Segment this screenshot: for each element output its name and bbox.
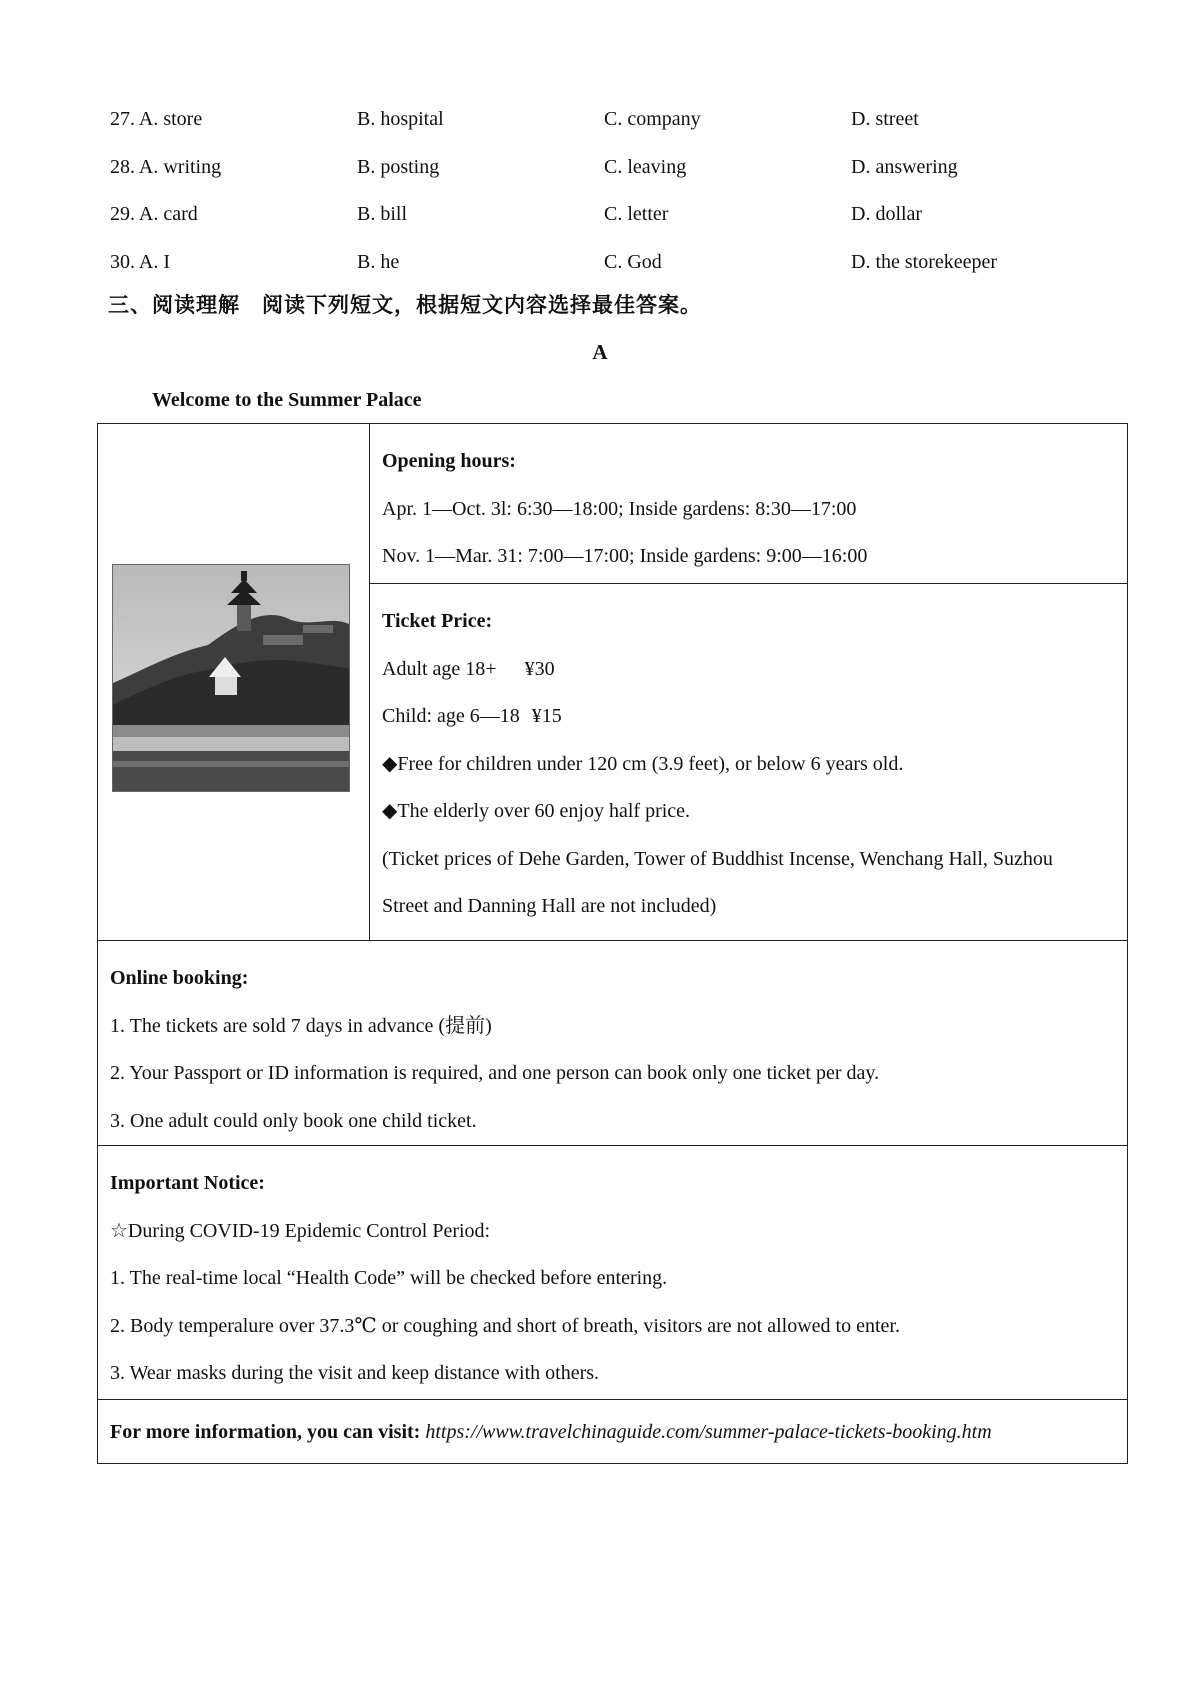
adult-price: ¥30 [524, 657, 555, 680]
option-b: B. bill [357, 203, 408, 226]
exclusion-note: (Ticket prices of Dehe Garden, Tower of Buddhist Incense, Wenchang Hall, Suzhou [382, 847, 1053, 870]
summer-palace-photo [112, 564, 350, 792]
option-row-30 [110, 239, 1110, 287]
exclusion-note-continued: Street and Danning Hall are not included) [382, 895, 717, 917]
option-d: D. street [851, 108, 919, 131]
section-heading: 三、阅读理解 阅读下列短文，根据短文内容选择最佳答案。 [108, 293, 702, 317]
opening-hours-cell [370, 424, 1127, 584]
option-row-29 [110, 191, 1110, 239]
option-c: C. God [604, 250, 662, 273]
more-info-cell [98, 1400, 1127, 1463]
booking-rule: 1. The tickets are sold 7 days in advance (提前) [110, 1014, 492, 1037]
option-c: C. leaving [604, 155, 687, 178]
option-a: 28. A. writing [110, 155, 222, 178]
adult-price-line [382, 646, 1117, 694]
option-row-27 [110, 96, 1110, 144]
photo-cell [98, 424, 370, 940]
more-info-label: For more information, you can visit: [110, 1421, 421, 1443]
free-note: ◆Free for children under 120 cm (3.9 feet), or below 6 years old. [382, 752, 904, 775]
elderly-note: ◆The elderly over 60 enjoy half price. [382, 800, 691, 822]
answer-options [110, 96, 1110, 286]
notice-item: 3. Wear masks during the visit and keep distance with others. [110, 1362, 600, 1384]
more-info-url: https://www.travelchinaguide.com/summer-palace-tickets-booking.htm [425, 1421, 992, 1443]
opening-hours-line: Nov. 1—Mar. 31: 7:00—17:00; Inside gardens: 9:00—16:00 [382, 545, 868, 567]
notice-item: 2. Body temperalure over 37.3℃ or coughing and short of breath, visitors are not allowed to enter. [110, 1314, 900, 1337]
option-a: 29. A. card [110, 203, 198, 226]
option-b: B. posting [357, 155, 440, 178]
passage-letter: A [592, 340, 608, 364]
option-a: 30. A. I [110, 250, 170, 273]
option-b: B. hospital [357, 108, 444, 131]
info-table [97, 423, 1128, 1464]
option-c: C. letter [604, 203, 669, 226]
online-booking-heading: Online booking: [110, 967, 249, 989]
ticket-price-heading: Ticket Price: [382, 610, 493, 632]
online-booking-cell [98, 940, 1127, 1146]
important-notice-heading: Important Notice: [110, 1172, 265, 1194]
child-label: Child: age 6—18 [382, 705, 520, 727]
ticket-price-cell [370, 584, 1127, 940]
option-row-28 [110, 144, 1110, 192]
important-notice-cell [98, 1146, 1127, 1400]
option-d: D. answering [851, 155, 958, 178]
adult-label: Adult age 18+ [382, 657, 497, 680]
booking-rule: 3. One adult could only book one child ticket. [110, 1109, 477, 1132]
option-a: 27. A. store [110, 108, 203, 131]
opening-hours-line: Apr. 1—Oct. 3l: 6:30—18:00; Inside gardens: 8:30—17:00 [382, 497, 857, 520]
option-c: C. company [604, 108, 701, 131]
child-price-line [382, 693, 1117, 741]
option-b: B. he [357, 250, 400, 273]
notice-item: 1. The real-time local “Health Code” will be checked before entering. [110, 1267, 668, 1289]
opening-hours-heading: Opening hours: [382, 450, 516, 472]
booking-rule: 2. Your Passport or ID information is required, and one person can book only one ticket per day. [110, 1062, 880, 1084]
option-d: D. dollar [851, 203, 923, 226]
option-d: D. the storekeeper [851, 250, 998, 273]
page-title: Welcome to the Summer Palace [152, 389, 422, 411]
more-info-line [110, 1400, 1117, 1464]
child-price: ¥15 [531, 705, 562, 727]
notice-subheading: ☆During COVID-19 Epidemic Control Period: [110, 1219, 491, 1242]
